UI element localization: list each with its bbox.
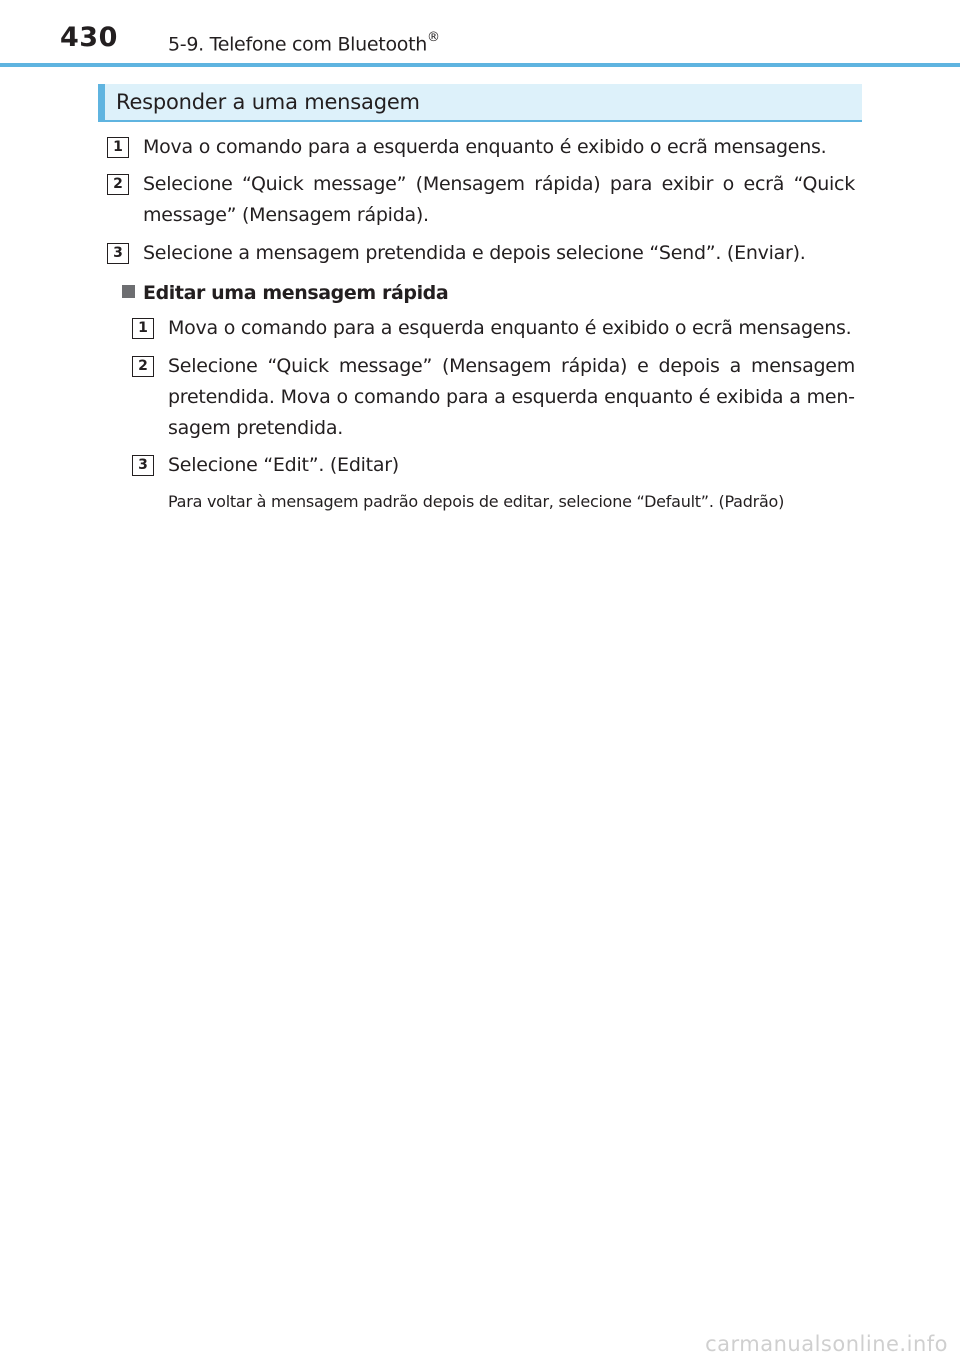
step-number-badge: 3 bbox=[107, 243, 129, 264]
step-number-badge: 1 bbox=[107, 137, 129, 158]
chapter-title bbox=[168, 32, 440, 55]
step-number-badge: 3 bbox=[132, 455, 154, 476]
note-text: Para voltar à mensagem padrão depois de editar, selecione “Default”. (Padrão) bbox=[168, 492, 785, 511]
square-bullet-icon bbox=[122, 285, 135, 298]
step-number-badge: 2 bbox=[132, 356, 154, 377]
step-text: Mova o comando para a esquerda enquanto é exibido o ecrã mensagens. bbox=[143, 136, 827, 158]
step-text: Mova o comando para a esquerda enquanto é exibido o ecrã mensagens. bbox=[168, 317, 852, 339]
step-text: Selecione a mensagem pretendida e depois selecione “Send”. (Enviar). bbox=[143, 242, 806, 264]
registered-trademark: ® bbox=[427, 30, 440, 45]
step-number-badge: 2 bbox=[107, 174, 129, 195]
page-header bbox=[0, 0, 960, 68]
section-accent-bar bbox=[98, 84, 105, 122]
step-text: Selecione “Edit”. (Editar) bbox=[168, 454, 399, 476]
subsection-heading bbox=[122, 279, 448, 307]
page-number: 430 bbox=[60, 22, 118, 53]
section-header bbox=[98, 84, 862, 122]
chapter-title-text: 5-9. Telefone com Bluetooth bbox=[168, 33, 427, 56]
step-text: Selecione “Quick message” (Mensagem rápida) e depois a mensagem pretendida. Mova o comando para a esquerda enquanto é exibida a mensagem pretendida. bbox=[168, 355, 855, 439]
header-divider bbox=[0, 63, 960, 67]
watermark: carmanualsonline.info bbox=[705, 1332, 948, 1356]
step-number-badge: 1 bbox=[132, 318, 154, 339]
step-text: Selecione “Quick message” (Mensagem rápida) para exibir o ecrã “Quick message” (Mensagem rápida). bbox=[143, 173, 855, 226]
subsection-title: Editar uma mensagem rápida bbox=[143, 282, 449, 304]
section-title: Responder a uma mensagem bbox=[116, 90, 420, 114]
